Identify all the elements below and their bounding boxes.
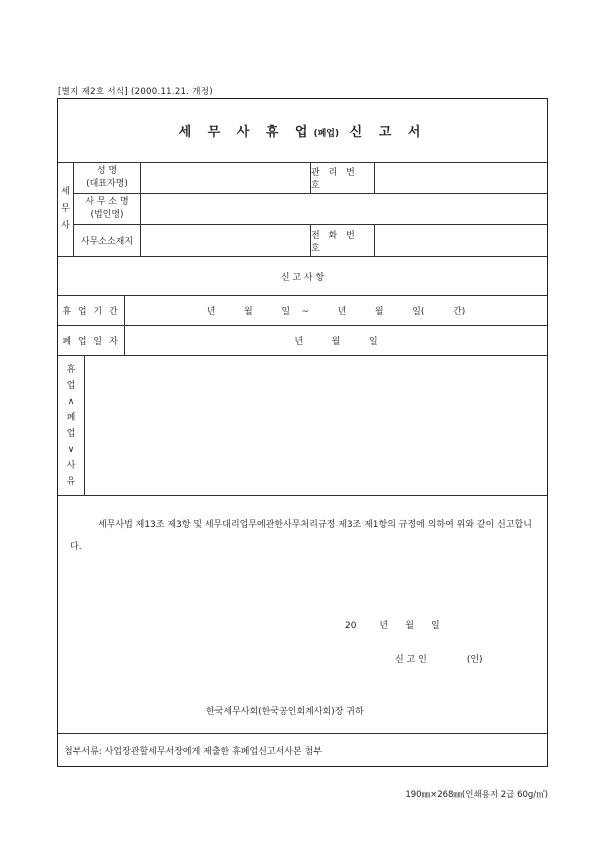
name-label: 성 명 (대표자명) xyxy=(86,166,128,189)
report-items-label: 신 고 사 항 xyxy=(280,272,325,283)
management-number-label: 관 리 번 호 xyxy=(310,163,374,193)
reason-label-char: 사 xyxy=(66,460,76,471)
tax-accountant-side-label: 세 무 사 xyxy=(58,163,74,257)
reason-field[interactable] xyxy=(84,356,547,495)
name-field[interactable] xyxy=(140,163,310,193)
phone-field[interactable] xyxy=(374,225,547,256)
attachment-note: 첨부서류: 사업장관할세무서장에게 제출한 휴폐업신고서사본 첨부 xyxy=(64,746,322,757)
office-address-label: 사무소소재지 xyxy=(80,237,134,247)
reason-row xyxy=(58,356,547,496)
office-address-field[interactable] xyxy=(140,225,310,256)
notification-form xyxy=(57,98,548,767)
report-date[interactable]: 20 년 월 일 xyxy=(345,621,440,631)
reason-label xyxy=(58,356,84,495)
closure-date-field[interactable]: 년 월 일 xyxy=(124,326,547,355)
management-number-field[interactable] xyxy=(374,163,547,193)
reason-label-char: ∧ xyxy=(67,396,75,407)
declaration-text: 세무사법 제13조 제3항 및 세무대리업무에관한사무처리규정 제3조 제1항의 규정에 의하여 위와 같이 신고합니다. xyxy=(70,520,532,552)
phone-label: 전 화 번 호 xyxy=(310,225,374,256)
form-title: 세 무 사 휴 업(폐업) 신 고 서 xyxy=(178,125,427,140)
reason-label-char: 폐 xyxy=(66,412,76,423)
closure-date-row xyxy=(58,326,547,356)
reason-label-char: ∨ xyxy=(67,444,75,455)
suspension-period-row xyxy=(58,296,547,326)
reporter-signature[interactable]: 신 고 인 (인) xyxy=(395,655,483,665)
reason-label-char: 업 xyxy=(66,380,76,391)
reason-label-char: 유 xyxy=(66,476,76,487)
form-number-note: [별지 제2호 서식] (2000.11.21. 개정) xyxy=(58,87,213,97)
paper-spec: 190㎜×268㎜(인쇄용지 2급 60g/㎡) xyxy=(405,790,548,800)
suspension-period-field[interactable]: 년 월 일 ~ 년 월 일( 간) xyxy=(124,296,547,325)
reason-label-char: 휴 xyxy=(66,364,76,375)
closure-date-label: 폐 업 일 자 xyxy=(62,337,120,347)
suspension-period-label: 휴 업 기 간 xyxy=(62,307,120,317)
name-row xyxy=(74,163,547,194)
office-name-field[interactable] xyxy=(140,194,547,224)
addressee: 한국세무사회(한국공인회계사회)장 귀하 xyxy=(206,707,364,717)
address-row xyxy=(74,225,547,257)
office-row xyxy=(74,194,547,225)
reason-label-char: 업 xyxy=(66,428,76,439)
office-name-label: 사 무 소 명 (법인명) xyxy=(85,197,129,220)
title-row xyxy=(58,99,547,163)
declaration-block xyxy=(58,496,547,734)
report-items-row xyxy=(58,257,547,296)
